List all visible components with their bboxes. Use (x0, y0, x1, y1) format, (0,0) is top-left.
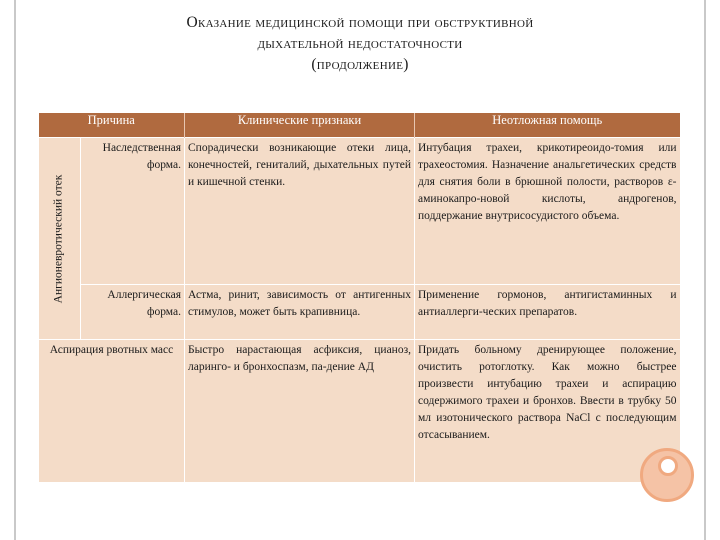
table-header-row (39, 113, 680, 138)
table-container (38, 113, 679, 485)
help-cell: Применение гормонов, антигистаминных и антиаллерги-ческих препаратов. (415, 285, 680, 340)
group-label-cell (39, 138, 81, 340)
title-line-2: дыхательной недостаточности (257, 35, 463, 52)
signs-cell: Быстро нарастающая асфиксия, цианоз, ларинго- и бронхоспазм, па-дение АД (185, 340, 415, 482)
table-row (39, 340, 680, 482)
header-cause: Причина (39, 113, 185, 138)
treatment-table (38, 113, 680, 482)
help-cell: Придать больному дренирующее положение, очистить ротоглотку. Как можно быстрее произвести интубацию трахеи и аспирацию содержимого трахеи и бронхов. Ввести в трубку 50 мл изотонического раствора NaCl с последующим отсасыванием. (415, 340, 680, 482)
table-row (39, 138, 680, 285)
decorative-circle-small (658, 456, 678, 476)
help-cell: Интубация трахеи, крикотиреоидо-томия или трахеостомия. Назначение анальгетических средств для снятия боли в брюшной полости, растворов ε-аминокапро-новой кислоты, андрогенов, поддержание внутрисосудистого объема. (415, 138, 680, 285)
title-line-3: (продолжение) (311, 56, 409, 73)
cause-cell: Наследственная форма. (81, 138, 185, 285)
group-label: Ангионевротический отек (52, 174, 65, 303)
left-frame-line (14, 0, 16, 540)
header-help: Неотложная помощь (415, 113, 680, 138)
header-signs: Клинические признаки (185, 113, 415, 138)
cause-cell: Аспирация рвотных масс (39, 340, 185, 482)
signs-cell: Астма, ринит, зависимость от антигенных стимулов, может быть крапивница. (185, 285, 415, 340)
table-row (39, 285, 680, 340)
right-frame-line (704, 0, 706, 540)
title-line-1: Оказание медицинской помощи при обструктивной (186, 14, 534, 31)
page-title (60, 12, 660, 75)
cause-cell: Аллергическая форма. (81, 285, 185, 340)
signs-cell: Спорадически возникающие отеки лица, конечностей, гениталий, дыхательных путей и кишечной стенки. (185, 138, 415, 285)
